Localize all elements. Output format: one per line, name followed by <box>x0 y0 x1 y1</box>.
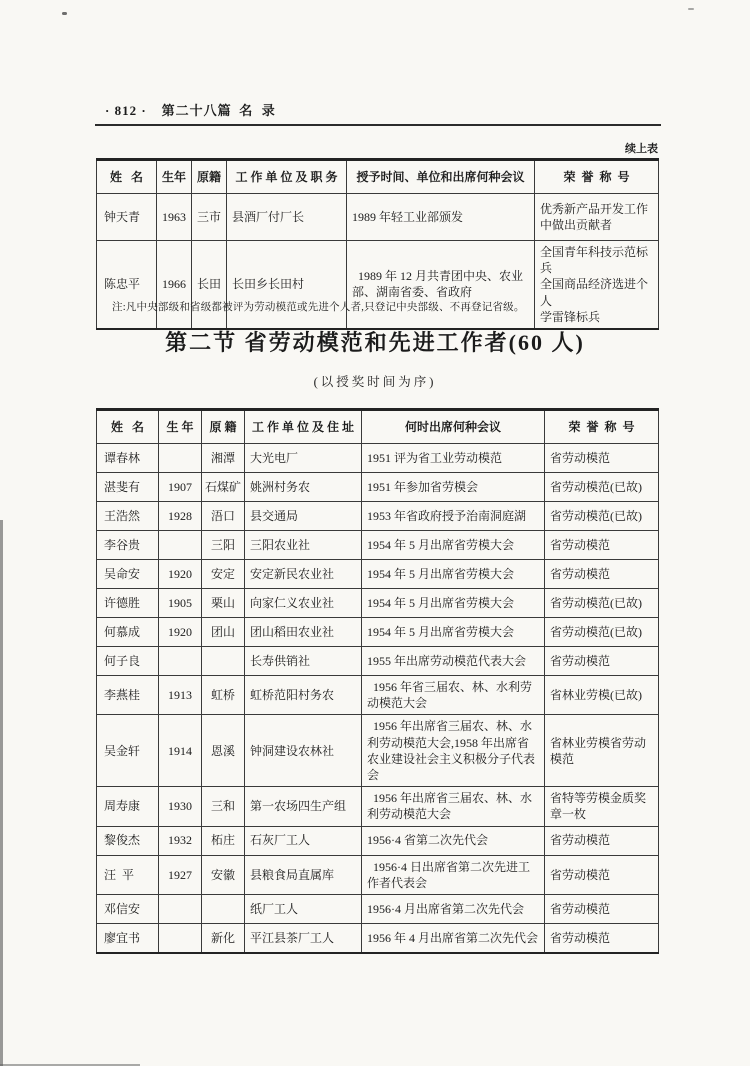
cell-name: 吴金轩 <box>97 715 159 787</box>
cell-conference: 1956·4 日出席省第二次先进工作者代表会 <box>362 855 545 894</box>
page-number: · 812 · <box>105 103 147 118</box>
cell-work-unit: 县交通局 <box>245 502 362 531</box>
cell-conference: 1956 年 4 月出席省第二次先代会 <box>362 923 545 953</box>
table-row <box>97 444 659 473</box>
cell-work-unit: 团山稻田农业社 <box>245 618 362 647</box>
cell-honors: 省劳动模范 <box>545 531 659 560</box>
cell-origin: 恩溪 <box>202 715 245 787</box>
cell-birth-year <box>159 531 202 560</box>
cell-work-unit: 平江县茶厂工人 <box>245 923 362 953</box>
cell-origin: 柘庄 <box>202 826 245 855</box>
cell-name: 何子良 <box>97 647 159 676</box>
cell-work-unit: 三阳农业社 <box>245 531 362 560</box>
cell-work-unit: 县粮食局直属库 <box>245 855 362 894</box>
cell-conference: 1954 年 5 月出席省劳模大会 <box>362 531 545 560</box>
table-row <box>97 531 659 560</box>
continued-table-label: 续上表 <box>625 143 658 155</box>
cell-origin <box>202 647 245 676</box>
cell-conference: 1956·4 月出席省第二次先代会 <box>362 894 545 923</box>
cell-birth-year <box>159 444 202 473</box>
cell-name: 谭春林 <box>97 444 159 473</box>
col-header-origin: 原籍 <box>192 160 227 194</box>
cell-conference: 1954 年 5 月出席省劳模大会 <box>362 618 545 647</box>
cell-birth-year: 1927 <box>159 855 202 894</box>
cell-birth-year <box>159 923 202 953</box>
cell-name: 湛斐有 <box>97 473 159 502</box>
cell-origin: 三和 <box>202 787 245 826</box>
col-header-name: 姓 名 <box>97 410 159 444</box>
table-row <box>97 787 659 826</box>
cell-birth-year: 1905 <box>159 589 202 618</box>
cell-conference: 1956 年省三届农、林、水利劳动模范大会 <box>362 676 545 715</box>
cell-honors: 省劳动模范(已故) <box>545 473 659 502</box>
cell-origin: 团山 <box>202 618 245 647</box>
cell-birth-year: 1920 <box>159 618 202 647</box>
table-footnote: 注:凡中央部级和省级都被评为劳动模范或先进个人者,只登记中央部级、不再登记省级。 <box>112 302 525 313</box>
cell-origin: 湘潭 <box>202 444 245 473</box>
cell-name: 钟天青 <box>97 194 157 241</box>
table-row <box>97 676 659 715</box>
cell-honors: 省劳动模范 <box>545 894 659 923</box>
cell-honors: 省林业劳模省劳动模范 <box>545 715 659 787</box>
cell-work-unit: 钟洞建设农林社 <box>245 715 362 787</box>
cell-honors: 省劳动模范(已故) <box>545 618 659 647</box>
cell-name: 许德胜 <box>97 589 159 618</box>
cell-birth-year: 1928 <box>159 502 202 531</box>
cell-conference: 1956·4 省第二次先代会 <box>362 826 545 855</box>
header-rule <box>95 124 661 126</box>
provincial-model-workers-table <box>96 408 659 954</box>
cell-honors: 省劳动模范 <box>545 444 659 473</box>
cell-origin: 栗山 <box>202 589 245 618</box>
cell-work-unit: 长寿供销社 <box>245 647 362 676</box>
table-row <box>97 715 659 787</box>
cell-name: 廖宜书 <box>97 923 159 953</box>
cell-origin: 虹桥 <box>202 676 245 715</box>
cell-conference: 1951 评为省工业劳动模范 <box>362 444 545 473</box>
cell-honors: 省劳动模范(已故) <box>545 589 659 618</box>
cell-honors: 省特等劳模金质奖章一枚 <box>545 787 659 826</box>
cell-conference: 1954 年 5 月出席省劳模大会 <box>362 589 545 618</box>
cell-honors: 省劳动模范 <box>545 826 659 855</box>
cell-work-unit: 大光电厂 <box>245 444 362 473</box>
table-row <box>97 647 659 676</box>
cell-birth-year: 1932 <box>159 826 202 855</box>
col-header-conference: 授予时间、单位和出席何种会议 <box>347 160 535 194</box>
cell-origin <box>202 894 245 923</box>
col-header-work-unit: 工 作 单 位 及 职 务 <box>227 160 347 194</box>
cell-work-unit: 石灰厂工人 <box>245 826 362 855</box>
col-header-birth-year: 生年 <box>157 160 192 194</box>
table-row <box>97 618 659 647</box>
cell-name: 汪 平 <box>97 855 159 894</box>
cell-honors: 省劳动模范 <box>545 560 659 589</box>
cell-honors: 省劳动模范(已故) <box>545 502 659 531</box>
cell-origin: 安定 <box>202 560 245 589</box>
cell-origin: 长田 <box>192 241 227 329</box>
cell-work-unit: 长田乡长田村 <box>227 241 347 329</box>
cell-origin: 安徽 <box>202 855 245 894</box>
cell-conference: 1954 年 5 月出席省劳模大会 <box>362 560 545 589</box>
cell-name: 李燕桂 <box>97 676 159 715</box>
col-header-work-unit: 工 作 单 位 及 住 址 <box>245 410 362 444</box>
cell-work-unit: 县酒厂付厂长 <box>227 194 347 241</box>
cell-name: 黎俊杰 <box>97 826 159 855</box>
cell-honors: 全国青年科技示范标兵 全国商品经济选进个人 学雷锋标兵 <box>535 241 659 329</box>
cell-work-unit: 姚洲村务农 <box>245 473 362 502</box>
table-row <box>97 894 659 923</box>
cell-conference: 1953 年省政府授予治南洞庭湖 <box>362 502 545 531</box>
cell-origin: 三市 <box>192 194 227 241</box>
cell-conference: 1956 年出席省三届农、林、水利劳动模范大会 <box>362 787 545 826</box>
cell-conference: 1989 年轻工业部颁发 <box>347 194 535 241</box>
table2-header <box>97 410 659 444</box>
cell-conference: 1951 年参加省劳模会 <box>362 473 545 502</box>
table2-body <box>97 444 659 953</box>
cell-origin: 浯口 <box>202 502 245 531</box>
table-header-row <box>97 160 659 194</box>
cell-name: 陈忠平 <box>97 241 157 329</box>
col-header-birth-year: 生 年 <box>159 410 202 444</box>
chapter-title: 名 录 <box>239 103 276 118</box>
cell-name: 吴命安 <box>97 560 159 589</box>
table-row <box>97 241 659 329</box>
cell-birth-year: 1914 <box>159 715 202 787</box>
table-row <box>97 923 659 953</box>
cell-birth-year: 1913 <box>159 676 202 715</box>
cell-birth-year: 1907 <box>159 473 202 502</box>
cell-origin: 石煤矿 <box>202 473 245 502</box>
table-row <box>97 194 659 241</box>
col-header-origin: 原 籍 <box>202 410 245 444</box>
scan-edge-artifact <box>0 520 3 1066</box>
cell-birth-year <box>159 647 202 676</box>
table-row <box>97 473 659 502</box>
cell-birth-year <box>159 894 202 923</box>
cell-birth-year: 1966 <box>157 241 192 329</box>
scan-speck <box>62 12 67 15</box>
col-header-honors: 荣 誉 称 号 <box>545 410 659 444</box>
cell-name: 邓信安 <box>97 894 159 923</box>
cell-name: 何慕成 <box>97 618 159 647</box>
cell-honors: 省劳动模范 <box>545 855 659 894</box>
col-header-conference: 何时出席何种会议 <box>362 410 545 444</box>
section-title: 第二节 省劳动模范和先进工作者(60 人) <box>165 330 585 355</box>
table-header-row <box>97 410 659 444</box>
cell-origin: 新化 <box>202 923 245 953</box>
cell-birth-year: 1920 <box>159 560 202 589</box>
cell-honors: 优秀新产品开发工作中做出贡献者 <box>535 194 659 241</box>
cell-name: 李谷贵 <box>97 531 159 560</box>
cell-work-unit: 纸厂工人 <box>245 894 362 923</box>
cell-work-unit: 虹桥范阳村务农 <box>245 676 362 715</box>
cell-conference: 1989 年 12 月共青团中央、农业部、湖南省委、省政府 <box>347 241 535 329</box>
cell-honors: 省劳动模范 <box>545 923 659 953</box>
cell-conference: 1956 年出席省三届农、林、水利劳动模范大会,1958 年出席省农业建设社会主义积极分子代表会 <box>362 715 545 787</box>
table1-header <box>97 160 659 194</box>
cell-name: 周寿康 <box>97 787 159 826</box>
table-row <box>97 855 659 894</box>
col-header-honors: 荣 誉 称 号 <box>535 160 659 194</box>
cell-work-unit: 安定新民农业社 <box>245 560 362 589</box>
chapter-label: 第二十八篇 <box>161 103 232 118</box>
section-subtitle: (以授奖时间为序) <box>313 375 437 389</box>
scan-speck <box>688 8 694 10</box>
cell-work-unit: 第一农场四生产组 <box>245 787 362 826</box>
cell-work-unit: 向家仁义农业社 <box>245 589 362 618</box>
cell-honors: 省劳动模范 <box>545 647 659 676</box>
table-row <box>97 826 659 855</box>
cell-honors: 省林业劳模(已故) <box>545 676 659 715</box>
cell-birth-year: 1930 <box>159 787 202 826</box>
table-row <box>97 589 659 618</box>
cell-birth-year: 1963 <box>157 194 192 241</box>
col-header-name: 姓 名 <box>97 160 157 194</box>
table-row <box>97 560 659 589</box>
running-head <box>105 100 665 119</box>
table-row <box>97 502 659 531</box>
cell-origin: 三阳 <box>202 531 245 560</box>
cell-name: 王浩然 <box>97 502 159 531</box>
cell-conference: 1955 年出席劳动模范代表大会 <box>362 647 545 676</box>
